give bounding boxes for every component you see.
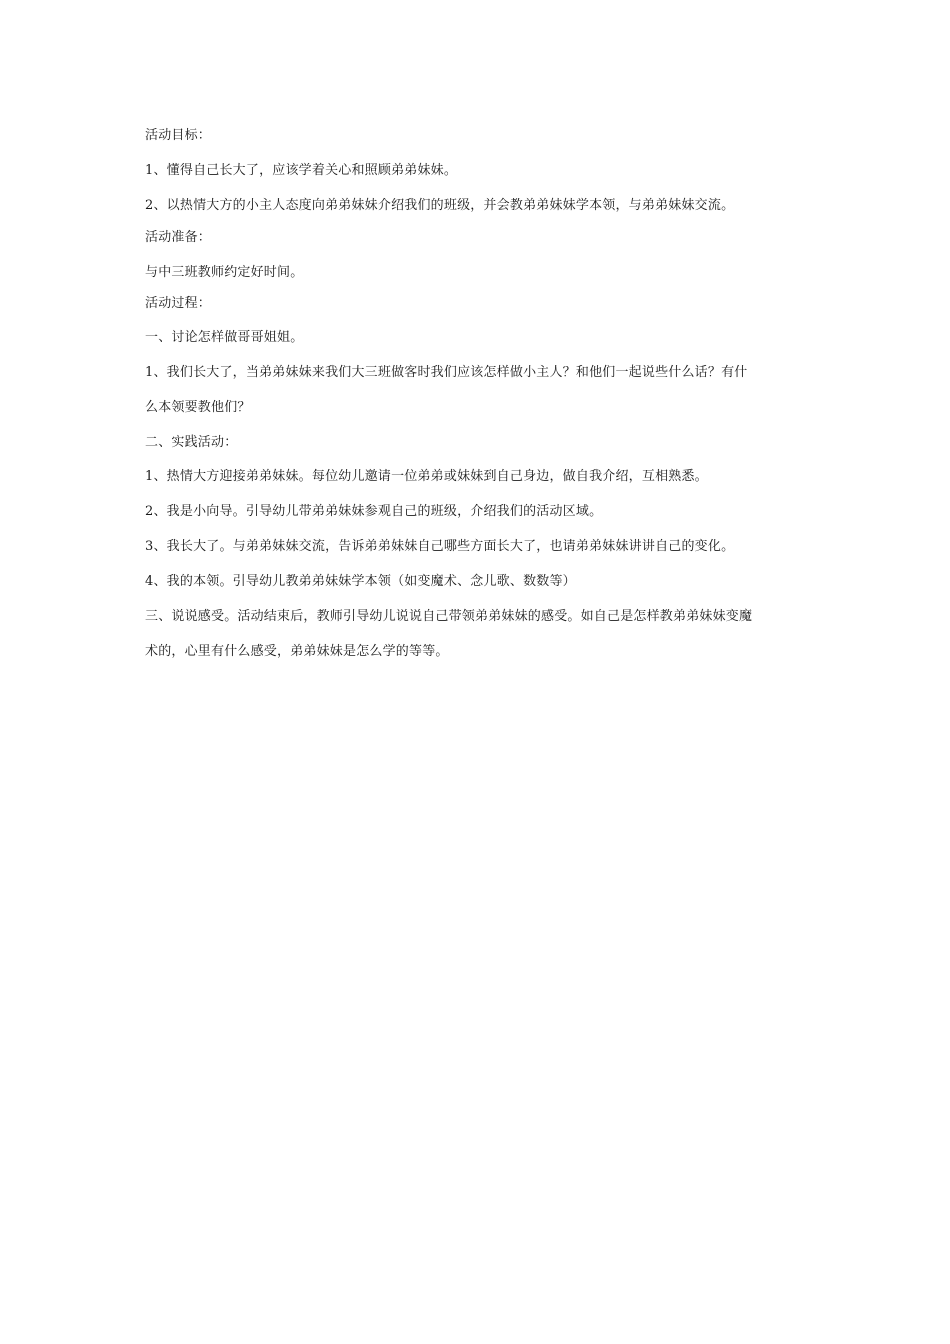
goal-item-2: 2、以热情大方的小主人态度向弟弟妹妹介绍我们的班级，并会教弟弟妹妹学本领，与弟弟妹妹交流。 bbox=[145, 198, 735, 213]
heading-activity-process: 活动过程： bbox=[145, 296, 212, 311]
heading-activity-goals: 活动目标： bbox=[145, 128, 212, 143]
section-two-item-1: 1、热情大方迎接弟弟妹妹。每位幼儿邀请一位弟弟或妹妹到自己身边，做自我介绍，互相熟悉。 bbox=[145, 469, 708, 484]
section-three-line-1: 三、说说感受。活动结束后，教师引导幼儿说说自己带领弟弟妹妹的感受。如自己是怎样教弟弟妹妹变魔 bbox=[145, 609, 753, 624]
section-two-item-2: 2、我是小向导。引导幼儿带弟弟妹妹参观自己的班级，介绍我们的活动区域。 bbox=[145, 504, 603, 519]
section-one-item-1-line-1: 1、我们长大了，当弟弟妹妹来我们大三班做客时我们应该怎样做小主人？和他们一起说些什么话？有什 bbox=[145, 365, 748, 380]
goal-item-1: 1、懂得自己长大了，应该学着关心和照顾弟弟妹妹。 bbox=[145, 163, 458, 178]
preparation-text: 与中三班教师约定好时间。 bbox=[145, 265, 304, 280]
section-three-line-2: 术的，心里有什么感受，弟弟妹妹是怎么学的等等。 bbox=[145, 644, 449, 659]
section-two-item-3: 3、我长大了。与弟弟妹妹交流，告诉弟弟妹妹自己哪些方面长大了，也请弟弟妹妹讲讲自己的变化。 bbox=[145, 539, 735, 554]
section-one-item-1-line-2: 么本领要教他们？ bbox=[145, 400, 251, 415]
section-two-heading: 二、实践活动： bbox=[145, 435, 238, 450]
heading-activity-preparation: 活动准备： bbox=[145, 230, 212, 245]
section-one-heading: 一、讨论怎样做哥哥姐姐。 bbox=[145, 330, 304, 345]
section-two-item-4: 4、我的本领。引导幼儿教弟弟妹妹学本领（如变魔术、念儿歌、数数等） bbox=[145, 574, 576, 589]
